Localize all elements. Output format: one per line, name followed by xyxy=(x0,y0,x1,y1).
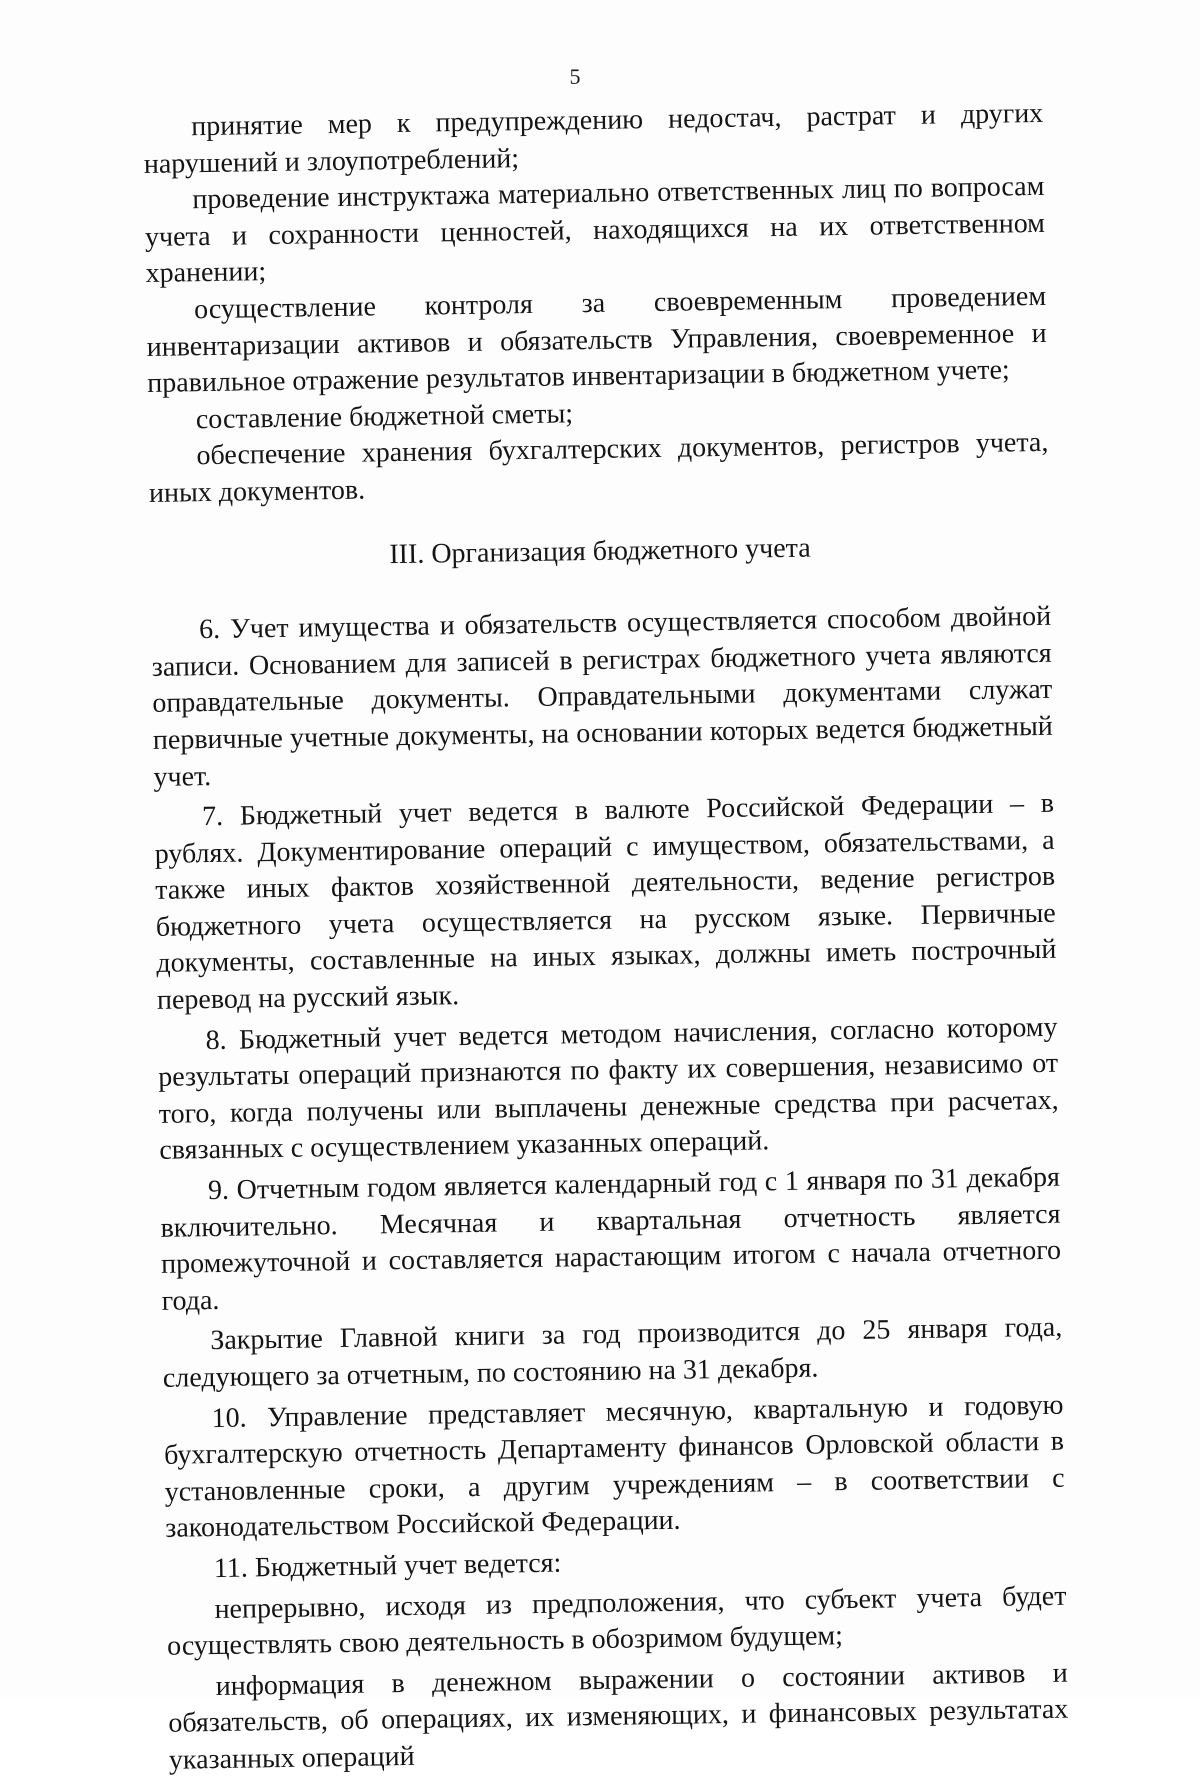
paragraph: принятие мер к предупреждению недостач, растрат и других нарушений и злоупотреблений; xyxy=(143,97,1044,180)
paragraph: составление бюджетной сметы; xyxy=(195,398,574,435)
paragraph-8: 8. Бюджетный учет ведется методом начисления, согласно которому результаты операций признаются по факту их совершения, независимо от того, когда получены или выплачены денежные средства при расчетах, связанных с осуществлением указанных операций. xyxy=(157,1011,1059,1167)
paragraph-10: 10. Управление представляет месячную, квартальную и годовую бухгалтерскую отчетность Департаменту финансов Орловской области в установленные сроки, а другим учреждениям – в соответствии с законодательством Российской Федерации. xyxy=(163,1389,1065,1545)
paragraph-6: 6. Учет имущества и обязательств осуществляется способом двойной записи. Основанием для записей в регистрах бюджетного учета являются оправдательные документы. Оправдательными документами служат первичные учетные документы, на основании которых ведется бюджетный учет. xyxy=(151,600,1054,793)
paragraph-monetary-info: информация в денежном выражении о состоянии активов и обязательств, об операциях, их изменяющих, и финансовых результатах указанных операций xyxy=(168,1657,1069,1776)
paragraph-11: 11. Бюджетный учет ведется: xyxy=(213,1547,562,1585)
paragraph: проведение инструктажа материально ответственных лиц по вопросам учета и сохранности ценностей, находящихся на их ответственном хранении; xyxy=(144,171,1046,290)
paragraph-9: 9. Отчетным годом является календарный год с 1 января по 31 декабря включительно. Месячная и квартальная отчетность является промежуточной и составляется нарастающим итогом с начала отчетного года. xyxy=(160,1161,1062,1317)
paragraph-7: 7. Бюджетный учет ведется в валюте Российской Федерации – в рублях. Документирование операций с имуществом, обязательствами, а также иных фактов хозяйственной деятельности, ведение регистров бюджетного учета осуществляется на русском языке. Первичные документы, составленные на иных языках, должны иметь построчный перевод на русский язык. xyxy=(154,787,1057,1016)
page-number: 5 xyxy=(569,64,581,89)
paragraph: обеспечение хранения бухгалтерских документов, регистров учета, иных документов. xyxy=(148,427,1049,509)
document-body xyxy=(143,96,1069,1779)
paragraph-closing-ledger: Закрытие Главной книги за год производится до 25 января года, следующего за отчетным, по состоянию на 31 декабря. xyxy=(162,1312,1063,1394)
paragraph-continuity: непрерывно, исходя из предположения, что субъект учета будет осуществлять свою деятельность в обозримом будущем; xyxy=(166,1580,1067,1662)
section-heading: III. Организация бюджетного учета xyxy=(389,532,811,570)
paragraph: осуществление контроля за своевременным проведением инвентаризации активов и обязательств Управления, своевременное и правильное отражение результатов инвентаризации в бюджетном учете; xyxy=(146,280,1047,400)
